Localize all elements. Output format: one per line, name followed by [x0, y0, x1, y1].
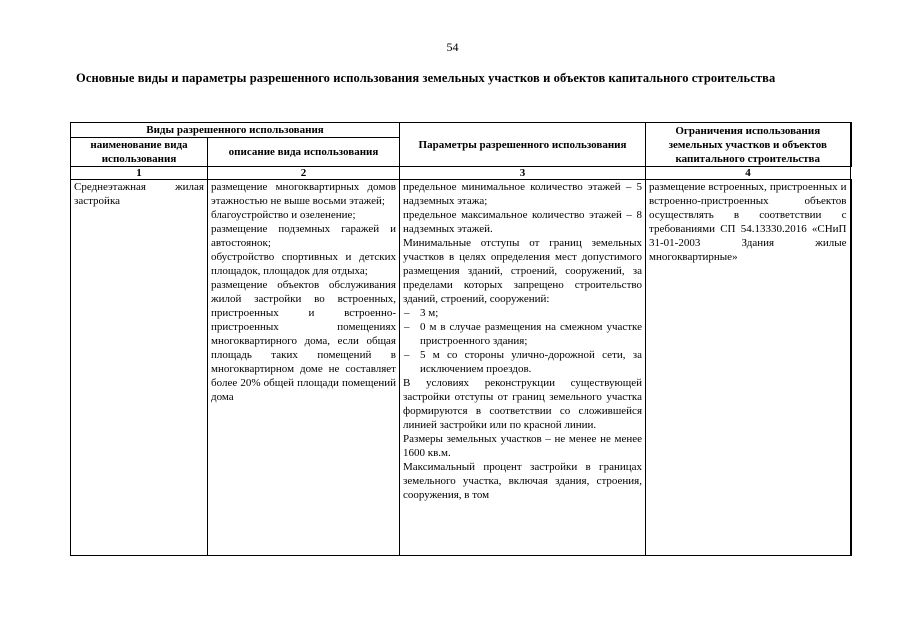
restrictions-cell	[646, 180, 851, 556]
param-reconstruction: В условиях реконструкции существующей застройки отступы от границ земельного участка формируются в соответствии со сложившейся линией застройки или по красной линии.	[403, 377, 642, 431]
use-name: Среднеэтажная жилая застройка	[74, 181, 204, 207]
setback-list	[403, 306, 642, 376]
use-name-cell	[71, 180, 208, 556]
col-number-4: 4	[646, 167, 851, 180]
description-item: обустройство спортивных и детских площадок, площадок для отдыха;	[211, 251, 396, 277]
parameters-cell	[400, 180, 646, 556]
description-item: размещение многоквартирных домов этажностью не выше восьми этажей;	[211, 181, 396, 207]
col-number-1: 1	[71, 167, 208, 180]
restrictions-text: размещение встроенных, пристроенных и встроенно-пристроенных объектов осуществлять в соответствии с требованиями СП 54.13330.2016 «СНиП 31-01-2003 Здания жилые многоквартирные»	[649, 181, 847, 263]
description-item: размещение объектов обслуживания жилой застройки во встроенных, пристроенных и встроенно-пристроенных помещениях многоквартирного дома, если общая площадь таких помещений в многоквартирном доме не составляет более 20% общей площади помещений дома	[211, 279, 396, 403]
document-title: Основные виды и параметры разрешенного использования земельных участков и объектов капитального строительства	[76, 71, 776, 85]
description-item: благоустройство и озеленение;	[211, 209, 356, 221]
param-setbacks: Минимальные отступы от границ земельных участков в целях определения мест допустимого размещения зданий, строений, сооружений, за пределами которых запрещено строительство зданий, строений, сооружений:	[403, 237, 642, 305]
page-number: 54	[446, 40, 459, 54]
param-max-floors: предельное максимальное количество этажей – 8 надземных этажей.	[403, 209, 642, 235]
param-plot-size: Размеры земельных участков – не менее не менее 1600 кв.м.	[403, 433, 642, 459]
setback-item: – 0 м в случае размещения на смежном участке пристроенного здания;	[403, 320, 642, 348]
col1-header: наименование вида использования	[71, 138, 208, 167]
setback-item: – 3 м;	[403, 306, 642, 320]
use-description-cell	[208, 180, 400, 556]
col3-header: Параметры разрешенного использования	[400, 123, 646, 167]
col-number-2: 2	[208, 167, 400, 180]
land-use-table	[70, 122, 852, 556]
col-number-3: 3	[400, 167, 646, 180]
setback-item: – 5 м со стороны улично-дорожной сети, за исключением проездов.	[403, 348, 642, 376]
col4-header: Ограничения использования земельных участков и объектов капитального строительства	[646, 123, 851, 167]
group-header: Виды разрешенного использования	[71, 123, 400, 138]
table-row	[71, 180, 851, 556]
col2-header: описание вида использования	[208, 138, 400, 167]
param-max-coverage: Максимальный процент застройки в границах земельного участка, включая здания, строения, сооружения, в том	[403, 461, 642, 501]
param-min-floors: предельное минимальное количество этажей – 5 надземных этажа;	[403, 181, 642, 207]
description-item: размещение подземных гаражей и автостоянок;	[211, 223, 396, 249]
